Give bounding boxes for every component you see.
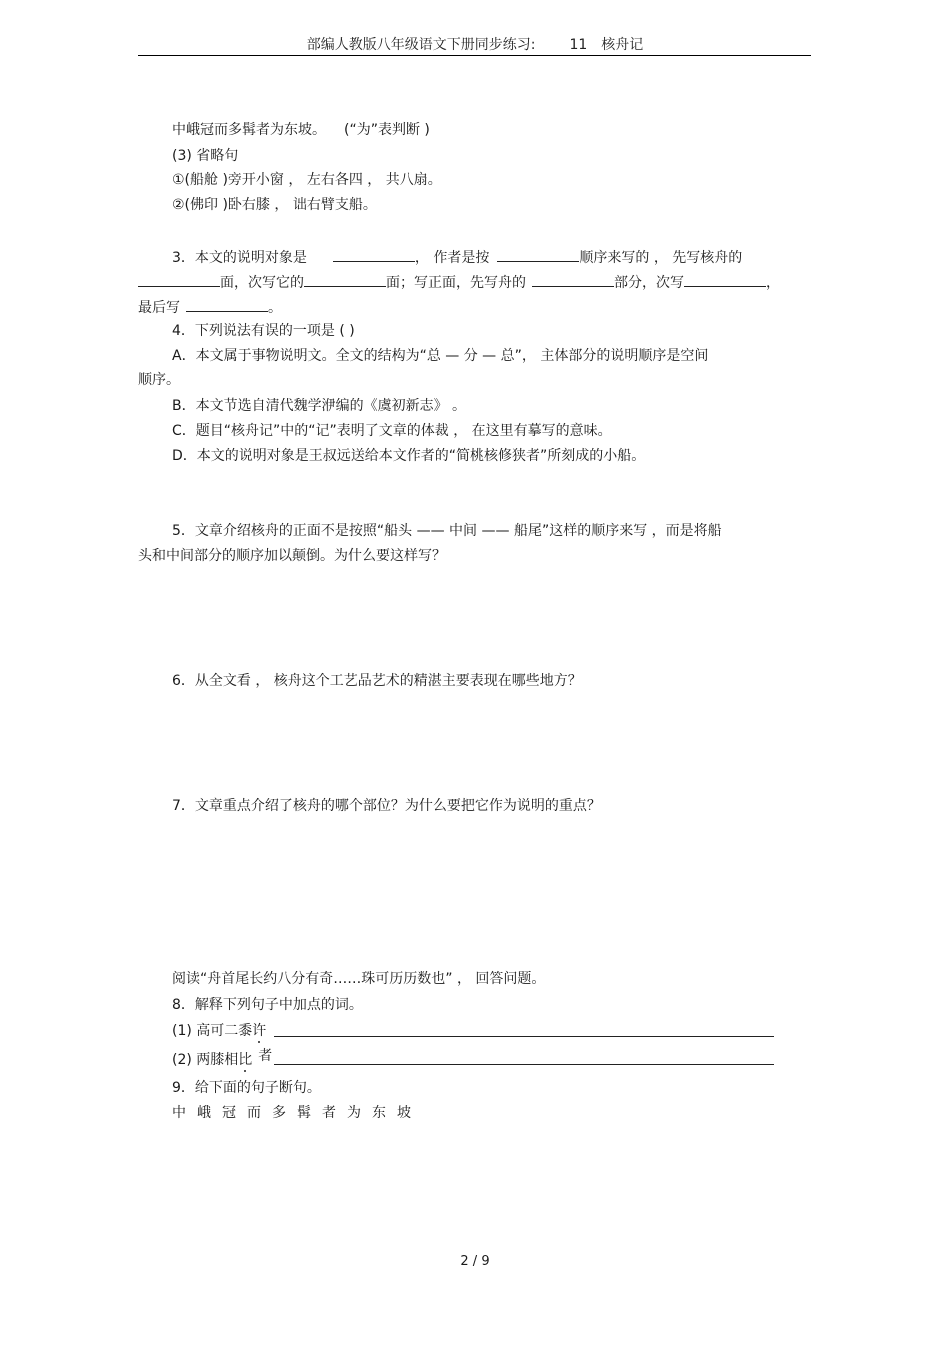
page-header	[0, 36, 950, 54]
q3-blank-next[interactable]	[684, 272, 766, 287]
judgement-line: 中峨冠而多髯者为东坡。	[172, 122, 326, 138]
question-7: 7．文章重点介绍了核舟的哪个部位？为什么要把它作为说明的重点？	[172, 798, 601, 814]
page-number: 2 / 9	[460, 1254, 490, 1269]
question-9-stem: 9．给下面的句子断句。	[172, 1080, 321, 1096]
question-5-line-1: 5．文章介绍核舟的正面不是按照“船头 —— 中间 —— 船尾”这样的顺序来写 ，而是将船	[172, 523, 722, 539]
question-8-item-1	[172, 1022, 266, 1040]
judgement-note: (“为”表判断 )	[344, 122, 430, 138]
q3-text-a: 3．本文的说明对象是	[172, 250, 307, 266]
question-8-item-2	[172, 1048, 273, 1069]
question-9-sentence: 中峨冠而多髯者为东坡	[172, 1105, 422, 1121]
q3-text-i: 。	[268, 300, 282, 316]
question-4-option-a: A．本文属于事物说明文。全文的结构为“总 — 分 — 总”， 主体部分的说明顺序是空间	[172, 348, 709, 364]
reading-instruction: 阅读“舟首尾长约八分有奇……珠可历历数也” ， 回答问题。	[172, 971, 546, 987]
question-6: 6．从全文看 ， 核舟这个工艺品艺术的精湛主要表现在哪些地方？	[172, 673, 582, 689]
q3-text-c: 顺序来写的 ， 先写核舟的	[579, 250, 743, 266]
question-3-line-3	[138, 297, 282, 317]
question-4-option-a-cont: 顺序。	[138, 372, 180, 388]
header-title: 部编人教版八年级语文下册同步练习:	[306, 37, 536, 53]
q3-blank-face-1[interactable]	[138, 272, 220, 287]
q8-item2-dotted-word: 比	[238, 1052, 253, 1068]
q8-item1-prefix: (1) 高可二黍	[172, 1023, 253, 1039]
q3-blank-face-2[interactable]	[304, 272, 386, 287]
q3-blank-part[interactable]	[532, 272, 614, 287]
q3-text-d: 面，次写它的	[220, 275, 304, 291]
question-5-line-2: 头和中间部分的顺序加以颠倒。为什么要这样写？	[138, 548, 446, 564]
q3-text-b: ， 作者是按	[414, 250, 490, 266]
q8-item1-dotted-word: 许	[252, 1023, 267, 1039]
q3-blank-object[interactable]	[333, 247, 415, 262]
question-3-line-2	[138, 272, 780, 292]
header-lesson-title: 核舟记	[601, 37, 644, 53]
q3-blank-last[interactable]	[186, 297, 268, 312]
q3-blank-order[interactable]	[497, 247, 579, 262]
question-4-option-d: D．本文的说明对象是王叔远送给本文作者的“简桃核修狭者”所刻成的小船。	[172, 448, 646, 464]
header-lesson-number: 11	[569, 37, 588, 53]
q3-text-h: 最后写	[138, 300, 180, 316]
q8-item1-answer-line[interactable]	[274, 1036, 774, 1037]
q8-item2-suffix: 者	[258, 1048, 273, 1064]
q8-item2-answer-line[interactable]	[274, 1064, 774, 1065]
q8-item2-prefix: (2) 两膝相	[172, 1052, 239, 1068]
q3-text-f: 部分，次写	[614, 275, 684, 291]
question-4-option-c: C．题目“核舟记”中的“记”表明了文章的体裁 ， 在这里有摹写的意味。	[172, 423, 612, 439]
question-3-line-1	[172, 247, 742, 267]
judgement-sentence	[172, 121, 430, 139]
omission-example-1: ①(船舱 )旁开小窗 ， 左右各四 ， 共八扇。	[172, 172, 442, 188]
omission-example-2: ②(佛印 )卧右膝 ， 诎右臂支船。	[172, 197, 377, 213]
question-4-option-b: B．本文节选自清代魏学洢编的《虞初新志》 。	[172, 398, 467, 414]
question-4-stem: 4．下列说法有误的一项是 ( )	[172, 323, 355, 339]
header-rule	[138, 55, 811, 56]
q3-text-g: ，	[766, 275, 780, 291]
q3-text-e: 面；写正面，先写舟的	[386, 275, 526, 291]
question-8-stem: 8．解释下列句子中加点的词。	[172, 997, 363, 1013]
omission-heading: (3) 省略句	[172, 148, 239, 164]
